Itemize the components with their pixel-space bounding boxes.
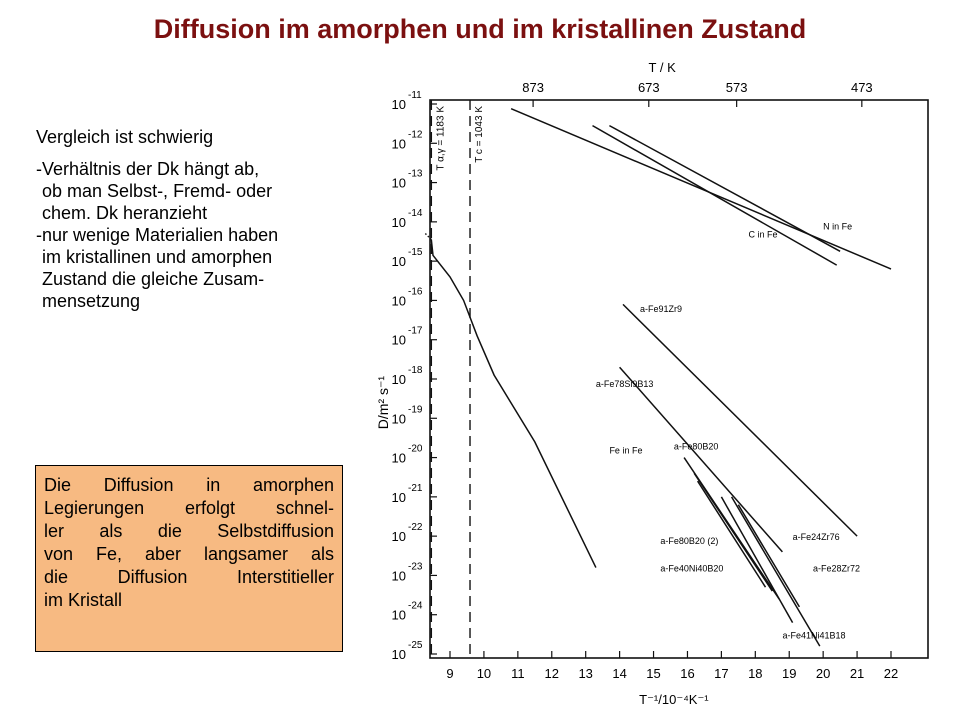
series-line (738, 505, 799, 607)
text-line: Vergleich ist schwierig (36, 127, 214, 147)
y-tick-exponent: -18 (408, 365, 423, 376)
series-label: Fe in Fe (609, 445, 643, 456)
diffusion-chart (368, 58, 948, 718)
text-line: mensetzung (42, 291, 141, 311)
y-tick-exponent: -22 (408, 522, 423, 534)
y-tick-label: 10 (391, 293, 406, 309)
y-tick-label: 10 (391, 254, 406, 270)
transition-marker-label: T α,γ = 1183 K (435, 106, 447, 171)
callout-line: die Diffusion Interstitieller (44, 567, 334, 587)
top-tick-label: 573 (725, 80, 748, 95)
text-line: Zustand die gleiche Zusam- (42, 269, 265, 289)
x-tick-label: 13 (578, 666, 593, 681)
y-tick-label: 10 (391, 214, 406, 230)
y-tick-exponent: -19 (408, 404, 423, 416)
y-tick-label: 10 (391, 175, 406, 191)
y-tick-label: 10 (391, 529, 406, 545)
y-tick-exponent: -24 (408, 600, 423, 612)
series-line (620, 367, 783, 552)
y-tick-exponent: -17 (408, 325, 423, 337)
x-tick-label: 18 (748, 666, 763, 681)
series-label: C in Fe (748, 229, 778, 240)
text-block (36, 126, 366, 312)
text-line: ob man Selbst-, Fremd- oder (42, 181, 273, 201)
text-line: -Verhältnis der Dk hängt ab, (36, 159, 260, 179)
series-label: N in Fe (823, 221, 853, 232)
y-tick-exponent: -15 (408, 247, 423, 259)
x-tick-label: 12 (544, 666, 560, 681)
y-tick-label: 10 (391, 568, 406, 584)
y-tick-exponent: -13 (408, 168, 423, 180)
y-tick-label: 10 (391, 97, 406, 112)
series-line (623, 304, 857, 536)
callout-line: von Fe, aber langsamer als (44, 544, 334, 564)
y-tick-label: 10 (391, 607, 406, 623)
x-tick-label: 9 (446, 666, 454, 681)
x-tick-label: 20 (815, 666, 831, 681)
series-label: a-Fe80B20 (2) (660, 536, 719, 546)
x-axis-label: T⁻¹/10⁻⁴K⁻¹ (639, 692, 709, 707)
transition-marker-label: T c = 1043 K (474, 106, 486, 163)
series-label: a-Fe28Zr72 (812, 563, 861, 574)
series-line (511, 109, 891, 269)
x-tick-label: 22 (883, 666, 899, 681)
top-tick-label: 873 (522, 80, 544, 95)
y-tick-label: 10 (391, 136, 406, 152)
top-tick-label: 673 (637, 80, 660, 95)
y-tick-exponent: -14 (408, 207, 423, 219)
y-tick-exponent: -20 (408, 443, 423, 455)
series-label: a-Fe91Zr9 (639, 304, 683, 315)
x-tick-label: 15 (646, 666, 661, 681)
top-tick-label: 473 (850, 80, 873, 95)
y-tick-label: 10 (391, 332, 406, 348)
series-label: a-Fe24Zr76 (792, 532, 840, 543)
x-tick-label: 21 (849, 666, 865, 681)
x-tick-label: 10 (476, 666, 492, 681)
callout-line: im Kristall (44, 590, 123, 610)
x-tick-label: 16 (680, 666, 695, 681)
x-tick-label: 11 (511, 666, 525, 681)
y-tick-label: 10 (391, 372, 406, 387)
series-label: a-Fe41Ni41B18 (782, 630, 846, 641)
y-tick-exponent: -25 (408, 640, 423, 651)
y-tick-label: 10 (391, 489, 406, 505)
series-line (609, 126, 840, 252)
text-line: im kristallinen und amorphen (42, 247, 273, 267)
callout-box (35, 465, 343, 652)
y-tick-exponent: -21 (408, 482, 423, 494)
text-line: -nur wenige Materialien haben (36, 225, 279, 245)
callout-line: Legierungen erfolgt schnel- (44, 498, 334, 518)
text-line: chem. Dk heranzieht (42, 203, 208, 223)
series-line (721, 497, 792, 623)
y-tick-exponent: -16 (408, 286, 423, 298)
x-tick-label: 14 (612, 666, 627, 681)
y-tick-exponent: -23 (408, 561, 423, 573)
series-label: a-Fe80B20 (673, 441, 719, 452)
series-label: a-Fe78Si9B13 (595, 378, 654, 389)
series-line (431, 240, 596, 568)
y-tick-label: 10 (391, 647, 406, 662)
page-title: Diffusion im amorphen und im kristallinen Zustand (153, 14, 807, 44)
top-axis-label: T / K (648, 60, 676, 75)
text-gap (36, 148, 366, 158)
callout-line: Die Diffusion in amorphen (44, 475, 334, 495)
series-label: a-Fe40Ni40B20 (660, 563, 724, 574)
y-tick-exponent: -11 (408, 90, 422, 101)
callout-line: ler als die Selbstdiffusion (44, 521, 334, 541)
y-tick-label: 10 (391, 411, 406, 427)
plot-frame (430, 100, 928, 658)
y-axis-label: D/m² s⁻¹ (375, 375, 391, 430)
series-line (593, 126, 837, 266)
series-line (732, 497, 820, 646)
x-tick-label: 19 (781, 666, 797, 681)
y-tick-exponent: -12 (408, 129, 423, 141)
x-tick-label: 17 (714, 666, 729, 681)
y-tick-label: 10 (391, 450, 406, 466)
